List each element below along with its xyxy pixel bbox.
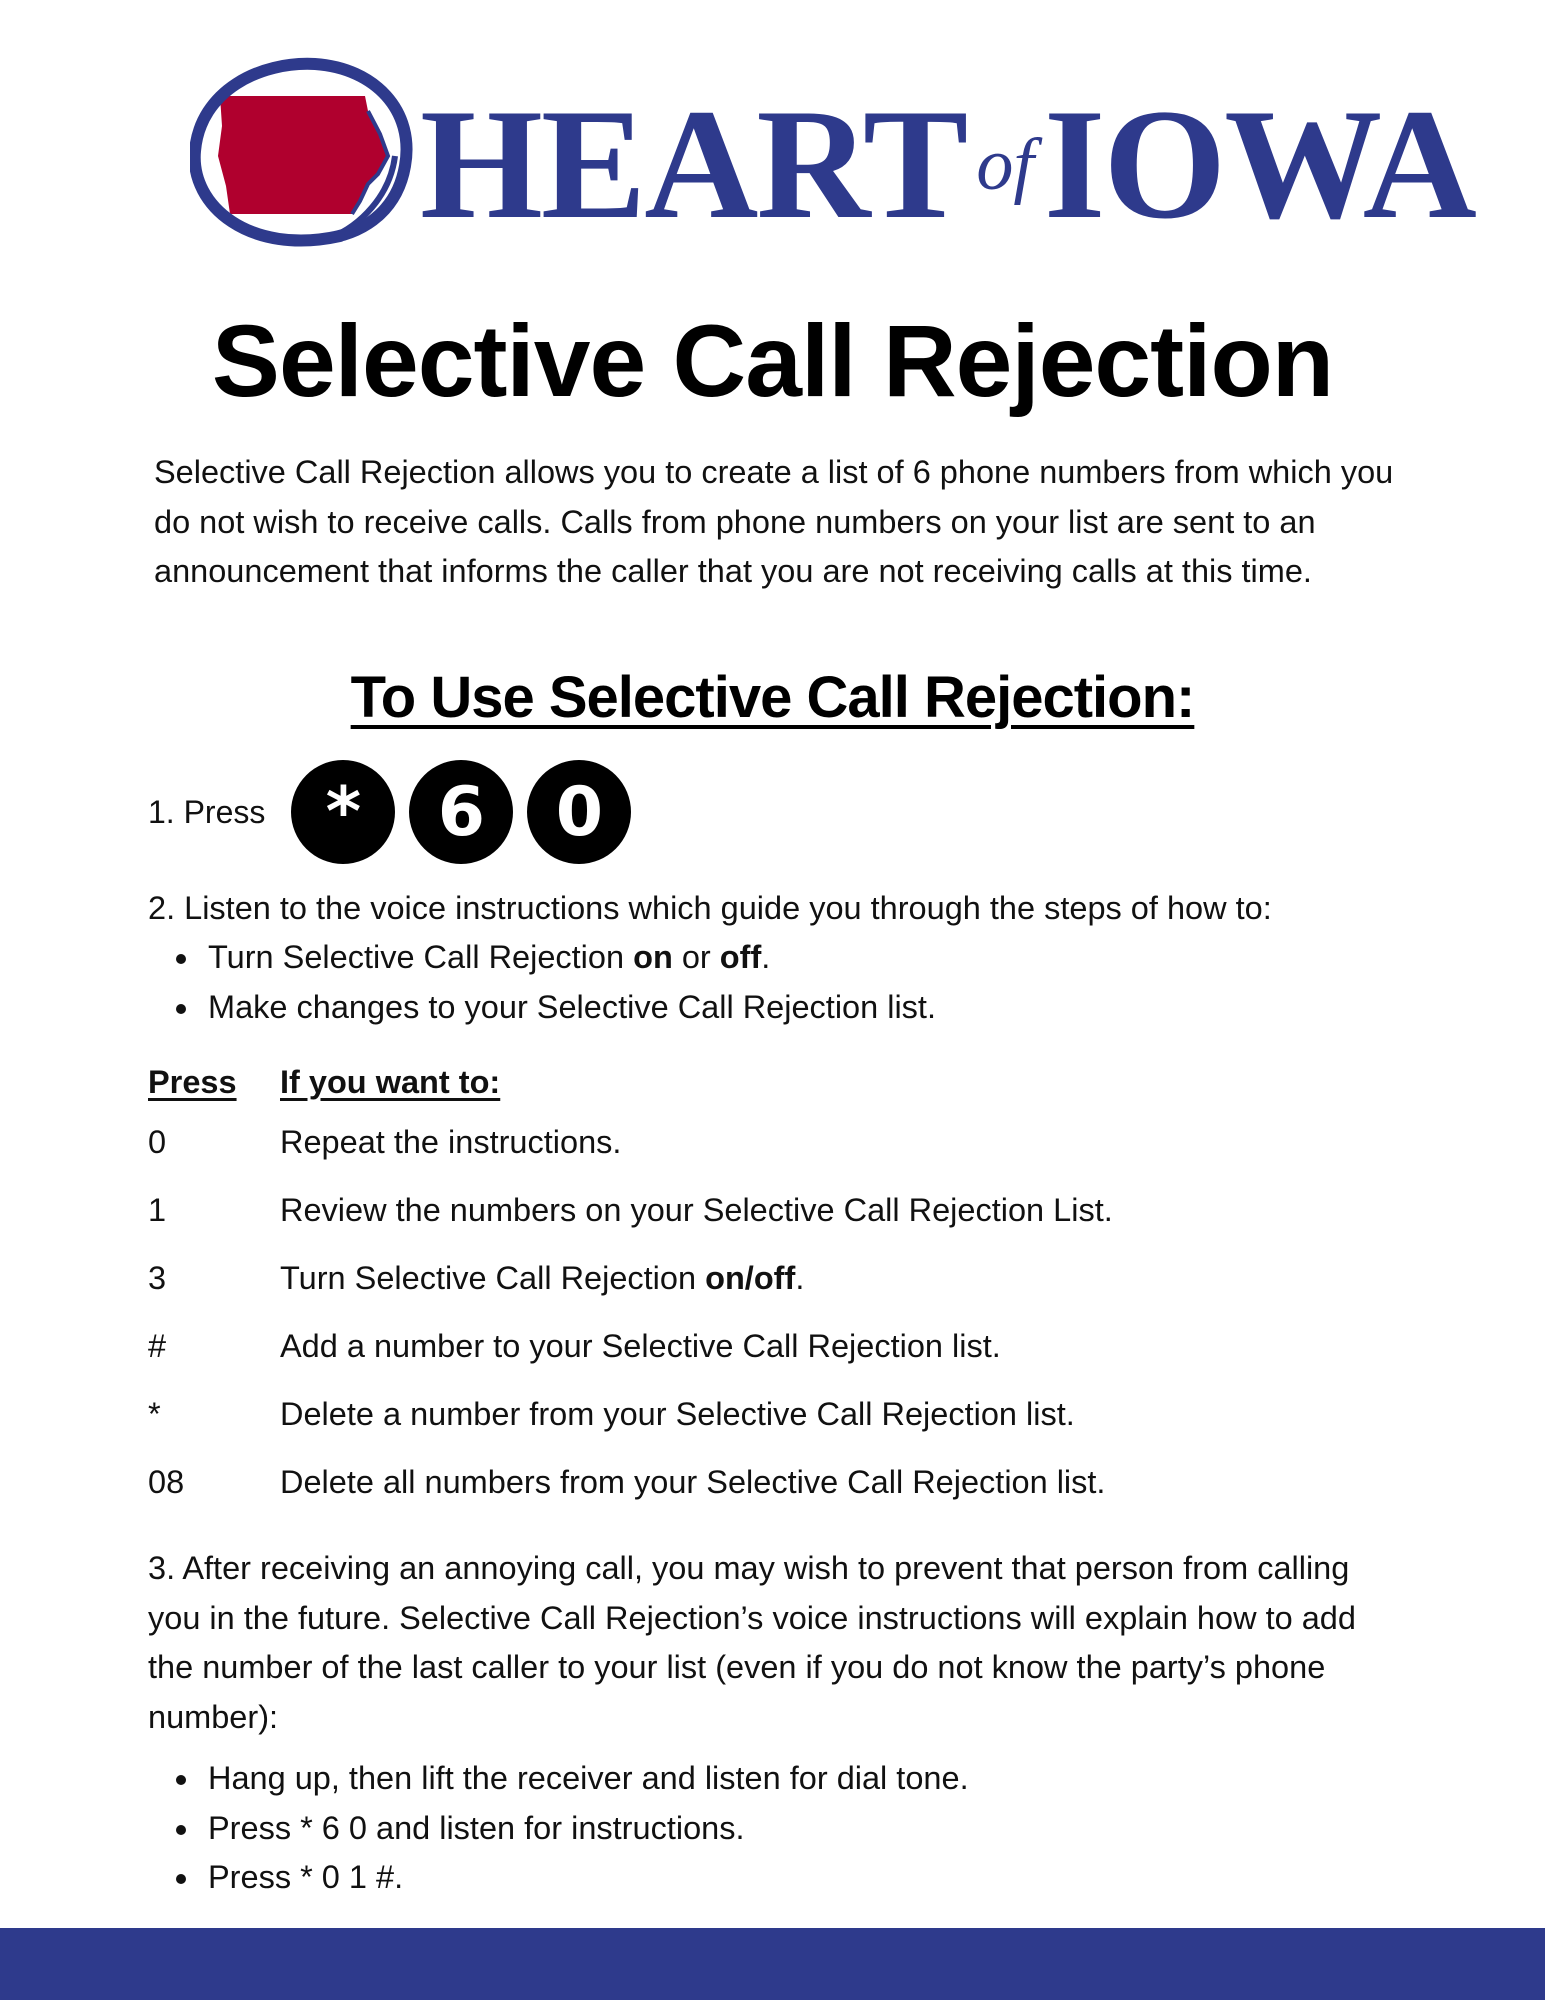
step-1-label: 1. Press — [148, 793, 266, 830]
row-action: Delete a number from your Selective Call Rejection list. — [280, 1396, 1075, 1432]
key-command-table — [148, 1064, 1408, 1532]
table-row — [148, 1260, 1408, 1328]
row-key: 0 — [148, 1124, 167, 1160]
table-row — [148, 1124, 1408, 1192]
list-item: Make changes to your Selective Call Rejection list. — [148, 983, 936, 1033]
row-action: Turn Selective Call Rejection on/off. — [280, 1260, 805, 1296]
row-action: Add a number to your Selective Call Rejection list. — [280, 1328, 1001, 1364]
logo-text-heart: HEART — [420, 77, 967, 252]
row-key: # — [148, 1328, 167, 1364]
step-1 — [148, 760, 645, 864]
step-2-text: 2. Listen to the voice instructions which guide you through the steps of how to: — [148, 890, 1272, 926]
logo-text-of: of — [976, 124, 1034, 206]
page-title: Selective Call Rejection — [211, 304, 1334, 418]
section-subheading: To Use Selective Call Rejection: — [350, 665, 1195, 730]
header-want: If you want to: — [280, 1064, 501, 1100]
intro-paragraph: Selective Call Rejection allows you to create a list of 6 phone numbers from which you do not wish to receive calls. Calls from phone numbers on your list are sent to an announcement that informs the caller that you are not receiving calls at this time. — [154, 454, 1394, 589]
step-2-bullets — [148, 933, 936, 1032]
row-action: Repeat the instructions. — [280, 1124, 622, 1160]
logo-wordmark — [420, 77, 1475, 252]
six-key-icon: 6 — [409, 760, 513, 864]
heart-of-iowa-logo — [190, 56, 1475, 256]
footer-bar — [0, 1928, 1545, 2000]
row-action: Review the numbers on your Selective Call Rejection List. — [280, 1192, 1113, 1228]
step-3-text: 3. After receiving an annoying call, you may wish to prevent that person from calling you in the future. Selective Call Rejection’s voice instructions will explain how to add the number of the last caller to your list (even if you do not know the party’s phone number): — [148, 1550, 1356, 1735]
star-key-icon: * — [291, 760, 395, 864]
list-item: Press * 0 1 #. — [148, 1853, 969, 1903]
zero-key-icon: 0 — [527, 760, 631, 864]
row-key: 08 — [148, 1464, 185, 1500]
list-item: Hang up, then lift the receiver and listen for dial tone. — [148, 1754, 969, 1804]
table-row — [148, 1396, 1408, 1464]
table-row — [148, 1192, 1408, 1260]
list-item: Press * 6 0 and listen for instructions. — [148, 1804, 969, 1854]
list-item: Turn Selective Call Rejection on or off. — [148, 933, 936, 983]
table-header — [148, 1064, 1408, 1124]
row-key: 1 — [148, 1192, 167, 1228]
row-action: Delete all numbers from your Selective Call Rejection list. — [280, 1464, 1106, 1500]
iowa-state-emblem-icon — [190, 56, 430, 256]
step-3-bullets — [148, 1754, 969, 1903]
header-press: Press — [148, 1064, 237, 1100]
row-key: 3 — [148, 1260, 167, 1296]
row-key: * — [148, 1396, 161, 1432]
logo-text-iowa: IOWA — [1043, 77, 1475, 252]
table-row — [148, 1328, 1408, 1396]
table-row — [148, 1464, 1408, 1532]
